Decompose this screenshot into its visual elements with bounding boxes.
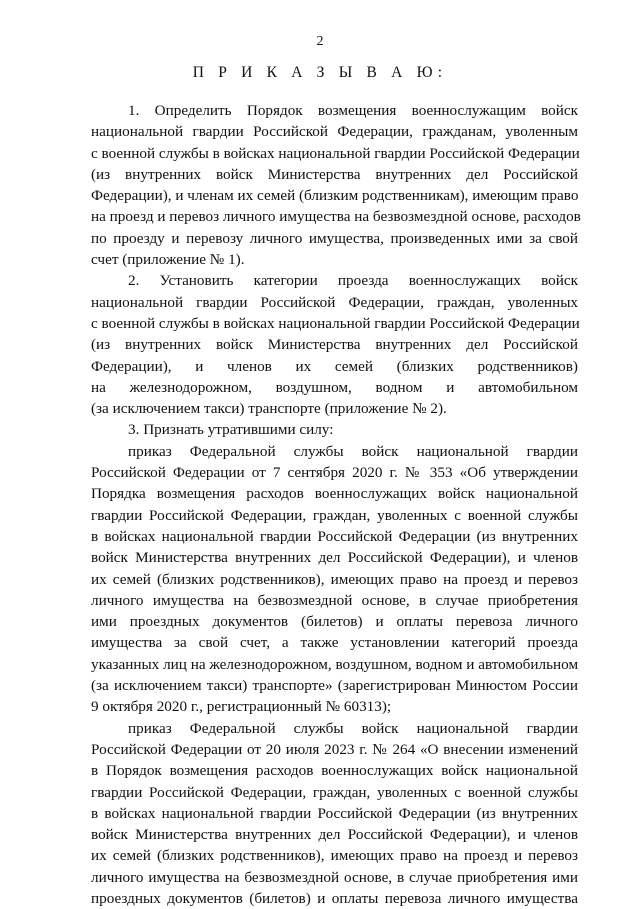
text-line: (за исключением такси) транспорте (приложение № 2).	[91, 400, 447, 418]
text-line: указанных лиц на железнодорожном, воздушном, водном и автомобильном	[91, 655, 579, 673]
text-line: (из внутренних войск Министерства внутренних дел Российской	[91, 165, 578, 183]
text-line: по проезду и перевозу личного имущества, произведенных ими за свой	[91, 229, 578, 247]
text-line: 3. Признать утратившими силу:	[128, 421, 334, 439]
text-line: в войсках национальной гвардии Российской Федерации (из внутренних	[91, 804, 578, 822]
text-line: проездных документов (билетов) и оплаты перевоза личного имущества	[91, 889, 578, 907]
order-heading: П Р И К А З Ы В А Ю:	[192, 64, 448, 81]
text-line: Федерации), и членов их семей (близких родственников)	[91, 357, 578, 375]
text-line: Федерации), и членам их семей (близким родственникам), имеющим право	[91, 187, 579, 205]
text-line: их семей (близких родственников), имеющих право на проезд и перевоз	[91, 570, 578, 588]
text-line: их семей (близких родственников), имеющих право на проезд и перевоз	[91, 847, 578, 865]
text-line: на железнодорожном, воздушном, водном и автомобильном	[91, 378, 578, 396]
text-line: в Порядок возмещения расходов военнослужащих войск национальной	[91, 762, 578, 780]
text-line: 9 октября 2020 г., регистрационный № 60313);	[91, 698, 392, 716]
text-line: в войсках национальной гвардии Российской Федерации (из внутренних	[91, 527, 578, 545]
text-line: на проезд и перевоз личного имущества на безвозмездной основе, расходов	[91, 208, 581, 226]
text-line: личного имущества на безвозмездной основе, в случае приобретения	[91, 591, 578, 609]
text-line: ими проездных документов (билетов) и оплаты перевоза личного	[91, 613, 578, 631]
text-line: гвардии Российской Федерации, граждан, уволенных с военной службы	[91, 506, 578, 524]
text-line: счет (приложение № 1).	[91, 251, 245, 269]
text-line: приказ Федеральной службы войск национальной гвардии	[128, 719, 578, 737]
text-line: личного имущества на безвозмездной основе, в случае приобретения ими	[91, 868, 578, 886]
text-line: приказ Федеральной службы войск национальной гвардии	[128, 442, 578, 460]
text-line: войск Министерства внутренних дел Российской Федерации), и членов	[91, 826, 578, 844]
text-line: гвардии Российской Федерации, граждан, уволенных с военной службы	[91, 783, 578, 801]
text-line: (за исключением такси) транспорте» (зарегистрирован Минюстом России	[91, 677, 578, 695]
document-body	[91, 100, 581, 909]
text-line: 2. Установить категории проезда военнослужащих войск	[128, 272, 578, 290]
text-line: Российской Федерации от 7 сентября 2020 г. № 353 «Об утверждении	[91, 464, 578, 482]
text-line: войск Министерства внутренних дел Российской Федерации), и членов	[91, 549, 578, 567]
text-line: с военной службы в войсках национальной гвардии Российской Федерации	[91, 144, 580, 162]
text-line: имущества за свой счет, а также установлении категорий проезда	[91, 634, 578, 652]
page-number: 2	[316, 34, 324, 49]
text-line: Порядка возмещения расходов военнослужащих войск национальной	[91, 485, 578, 503]
text-line: национальной гвардии Российской Федерации, граждан, уволенных	[91, 293, 578, 311]
text-line: 1. Определить Порядок возмещения военнослужащим войск	[128, 102, 578, 119]
text-line: Российской Федерации от 20 июля 2023 г. № 264 «О внесении изменений	[91, 740, 578, 758]
text-line: национальной гвардии Российской Федерации, гражданам, уволенным	[91, 123, 578, 141]
text-line: с военной службы в войсках национальной гвардии Российской Федерации	[91, 314, 580, 332]
text-line: (из внутренних войск Министерства внутренних дел Российской	[91, 336, 578, 354]
